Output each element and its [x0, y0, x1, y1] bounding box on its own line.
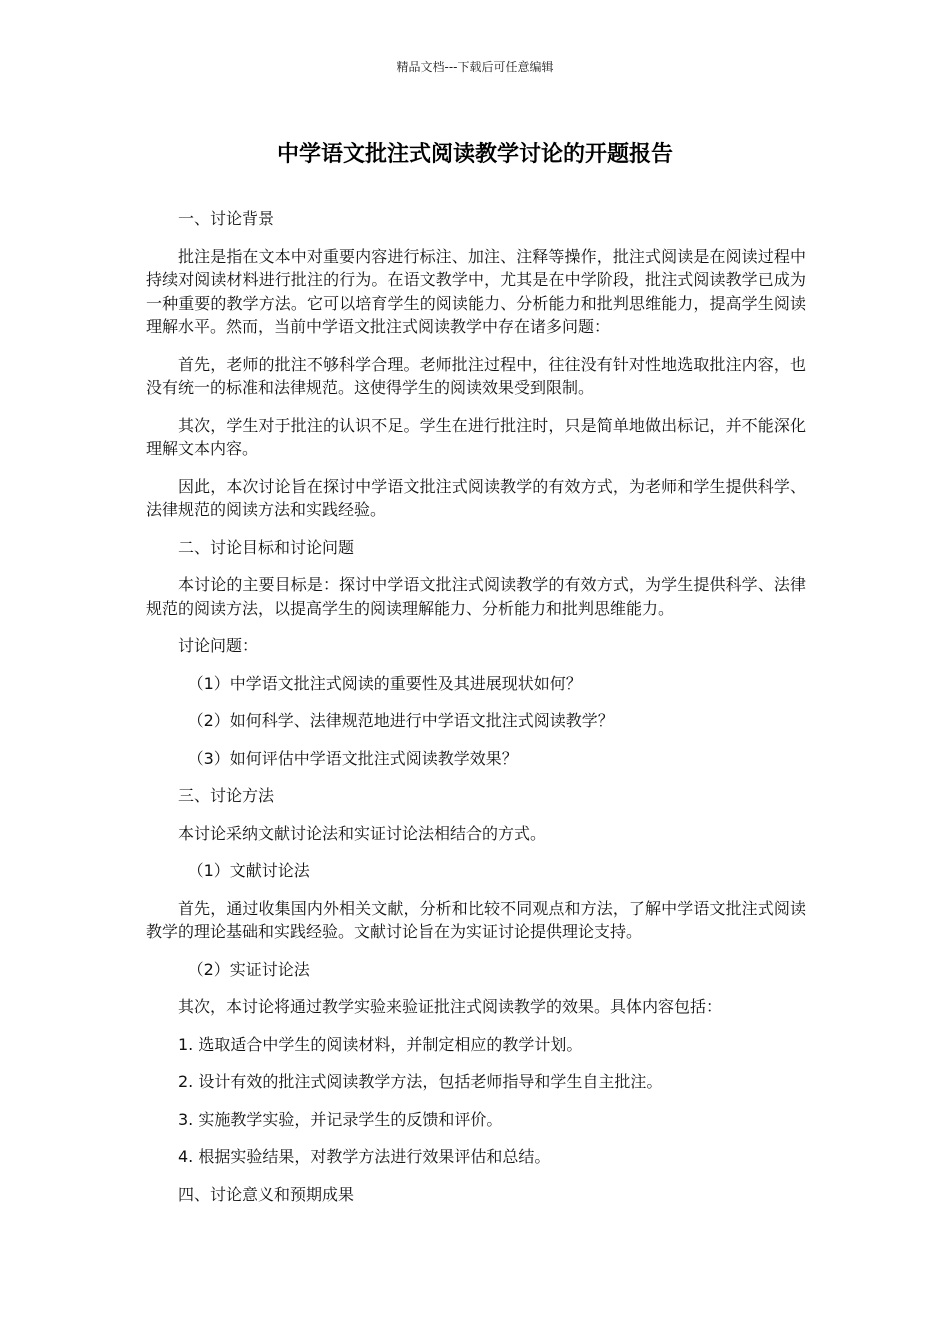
list-item: 3. 实施教学实验，并记录学生的反馈和评价。: [178, 1109, 503, 1129]
page-header-note: 精品文档---下载后可任意编辑: [396, 60, 554, 74]
section-heading-methods: 三、讨论方法: [178, 786, 275, 805]
paragraph-main-goal: 本讨论的主要目标是：探讨中学语文批注式阅读教学的有效方式，为学生提供科学、法律规范的阅读方法，以提高学生的阅读理解能力、分析能力和批判思维能力。: [146, 575, 806, 618]
paragraph-purpose: 因此，本次讨论旨在探讨中学语文批注式阅读教学的有效方式，为老师和学生提供科学、法律规范的阅读方法和实践经验。: [146, 476, 806, 519]
document-title: 中学语文批注式阅读教学讨论的开题报告: [276, 142, 673, 167]
paragraph-problem-teacher: 首先，老师的批注不够科学合理。老师批注过程中，往往没有针对性地选取批注内容，也没有统一的标准和法律规范。这使得学生的阅读效果受到限制。: [146, 354, 806, 397]
list-item: 4. 根据实验结果，对教学方法进行效果评估和总结。: [178, 1147, 551, 1166]
paragraph-background-intro: 批注是指在文本中对重要内容进行标注、加注、注释等操作，批注式阅读是在阅读过程中持续对阅读材料进行批注的行为。在语文教学中，尤其是在中学阶段，批注式阅读教学已成为一种重要的教学方法。它可以培育学生的阅读能力、分析能力和批判思维能力，提高学生阅读理解水平。然而，当前中学语文批注式阅读教学中存在诸多问题：: [146, 246, 806, 336]
paragraph-questions-label: 讨论问题：: [178, 636, 259, 655]
question-item: （1）中学语文批注式阅读的重要性及其进展现状如何？: [187, 673, 582, 693]
paragraph-literature-method: 首先，通过收集国内外相关文献，分析和比较不同观点和方法，了解中学语文批注式阅读教学的理论基础和实践经验。文献讨论旨在为实证讨论提供理论支持。: [146, 898, 806, 941]
document-body: [146, 207, 806, 1220]
section-heading-goals: 二、讨论目标和讨论问题: [178, 537, 355, 557]
paragraph-empirical-method: 其次，本讨论将通过教学实验来验证批注式阅读教学的效果。具体内容包括：: [178, 997, 723, 1016]
method-subheading-empirical: （2）实证讨论法: [187, 959, 310, 979]
paragraph-problem-student: 其次，学生对于批注的认识不足。学生在进行批注时，只是简单地做出标记，并不能深化理解文本内容。: [146, 415, 806, 458]
section-heading-significance: 四、讨论意义和预期成果: [178, 1184, 355, 1204]
question-item: （3）如何评估中学语文批注式阅读教学效果？: [187, 748, 518, 768]
section-heading-background: 一、讨论背景: [178, 209, 275, 228]
list-item: 2. 设计有效的批注式阅读教学方法，包括老师指导和学生自主批注。: [178, 1072, 663, 1091]
method-subheading-literature: （1）文献讨论法: [187, 861, 310, 880]
paragraph-methods-intro: 本讨论采纳文献讨论法和实证讨论法相结合的方式。: [178, 823, 547, 843]
question-item: （2）如何科学、法律规范地进行中学语文批注式阅读教学？: [187, 711, 614, 730]
list-item: 1. 选取适合中学生的阅读材料，并制定相应的教学计划。: [178, 1034, 583, 1054]
